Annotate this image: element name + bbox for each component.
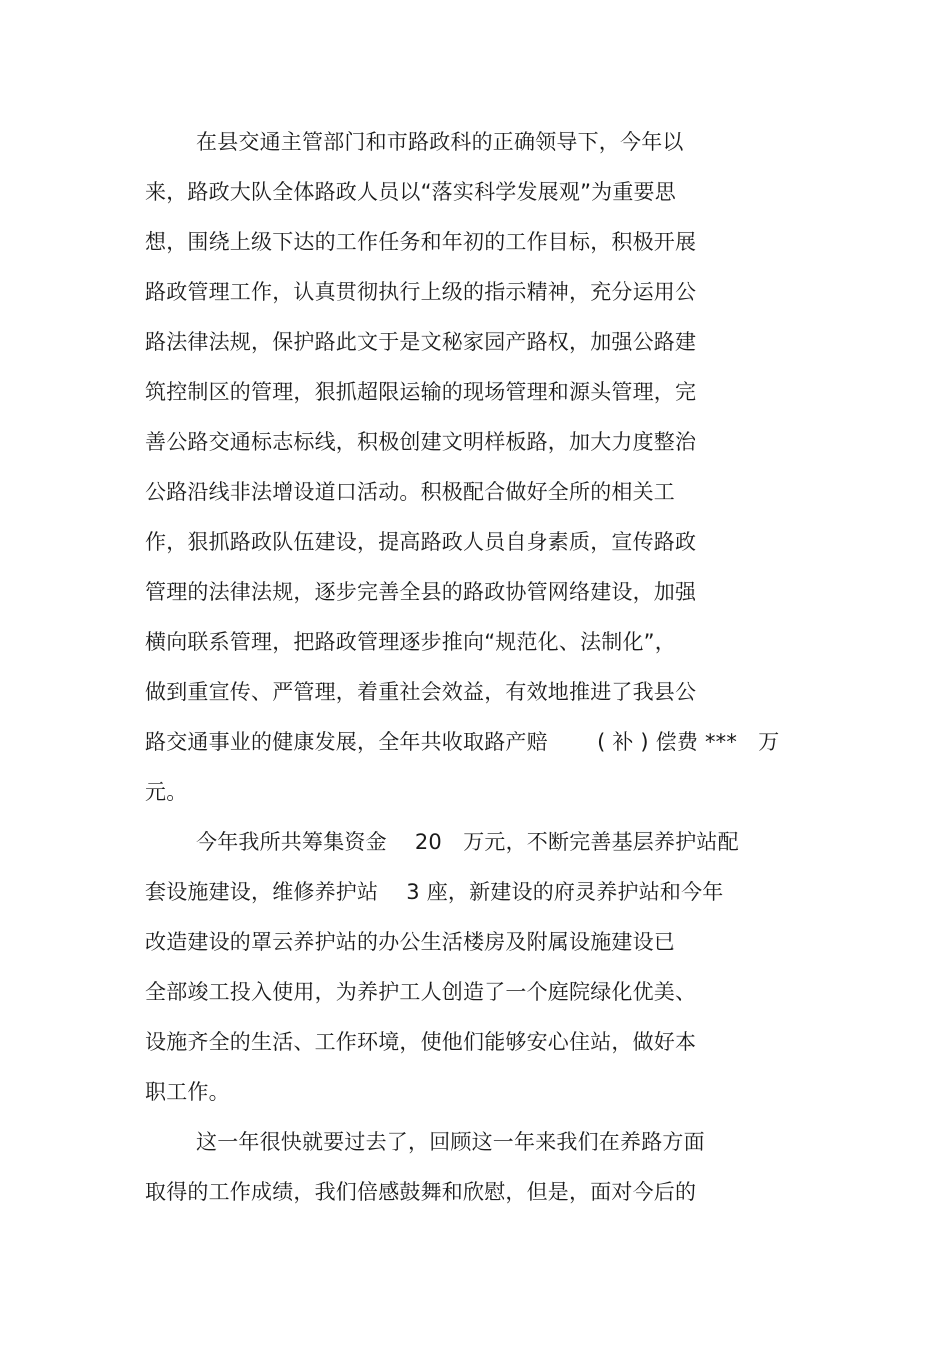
text-line: 今年我所共筹集资金 20 万元，不断完善基层养护站配: [196, 830, 739, 854]
text-line: 取得的工作成绩，我们倍感鼓舞和欣慰，但是，面对今后的: [145, 1180, 697, 1204]
text-line: 公路沿线非法增设道口活动。积极配合做好全所的相关工: [145, 480, 675, 504]
text-line: 职工作。: [145, 1080, 230, 1104]
text-line: 管理的法律法规，逐步完善全县的路政协管网络建设，加强: [145, 580, 697, 604]
text-line: 元。: [145, 780, 188, 804]
text-line: 想，围绕上级下达的工作任务和年初的工作目标，积极开展: [145, 230, 697, 254]
text-line: 路政管理工作，认真贯彻执行上级的指示精神，充分运用公: [145, 280, 697, 304]
text-line: 套设施建设，维修养护站 3 座，新建设的府灵养护站和今年: [145, 880, 724, 904]
text-line: 设施齐全的生活、工作环境，使他们能够安心住站，做好本: [145, 1030, 697, 1054]
text-line: 改造建设的罩云养护站的办公生活楼房及附属设施建设已: [145, 930, 675, 954]
text-line: 横向联系管理，把路政管理逐步推向“规范化、法制化”，: [145, 630, 676, 654]
text-line: 路交通事业的健康发展，全年共收取路产赔 ( 补 ) 偿费 *** 万: [145, 730, 780, 754]
text-line: 善公路交通标志标线，积极创建文明样板路，加大力度整治: [145, 430, 697, 454]
text-line: 来，路政大队全体路政人员以“落实科学发展观”为重要思: [145, 180, 676, 204]
text-line: 路法律法规，保护路此文于是文秘家园产路权，加强公路建: [145, 330, 697, 354]
text-line: 在县交通主管部门和市路政科的正确领导下，今年以: [196, 130, 684, 154]
text-line: 做到重宣传、严管理，着重社会效益，有效地推进了我县公: [145, 680, 697, 704]
text-line: 这一年很快就要过去了，回顾这一年来我们在养路方面: [196, 1130, 705, 1154]
text-line: 筑控制区的管理，狠抓超限运输的现场管理和源头管理，完: [145, 380, 697, 404]
text-line: 作，狠抓路政队伍建设，提高路政人员自身素质，宣传路政: [145, 530, 697, 554]
text-line: 全部竣工投入使用，为养护工人创造了一个庭院绿化优美、: [145, 980, 697, 1004]
